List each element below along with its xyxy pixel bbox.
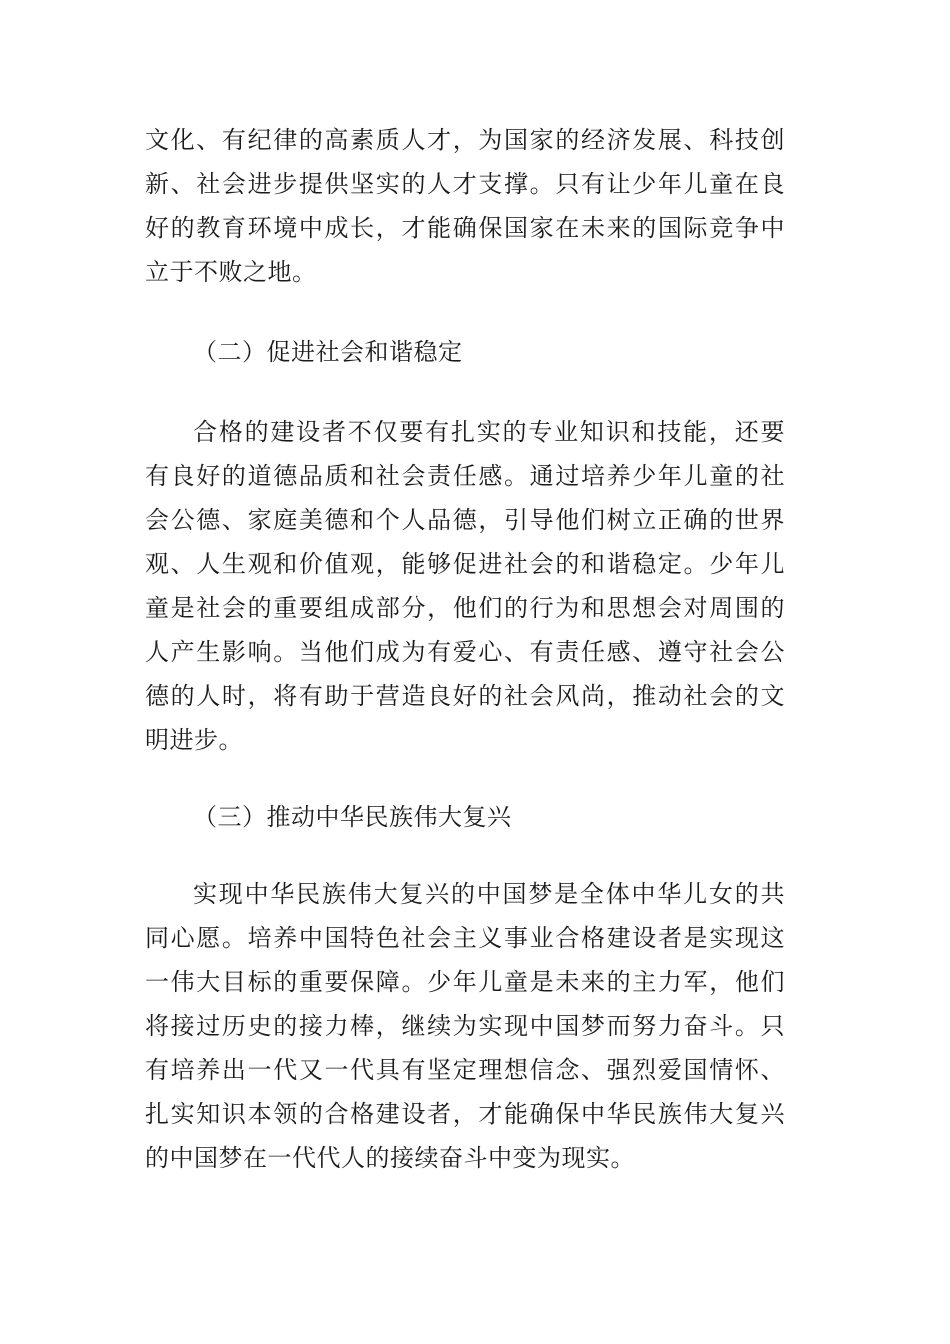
text-line: 扎实知识本领的合格建设者，才能确保中华民族伟大复兴	[145, 1100, 785, 1128]
text-line: 观、人生观和价值观，能够促进社会的和谐稳定。少年儿	[145, 550, 785, 578]
text-line: 童是社会的重要组成部分，他们的行为和思想会对周围的	[145, 594, 785, 622]
text-line: 有培养出一代又一代具有坚定理想信念、强烈爱国情怀、	[145, 1056, 785, 1084]
text-line: 有良好的道德品质和社会责任感。通过培养少年儿童的社	[145, 462, 785, 490]
text-line: 合格的建设者不仅要有扎实的专业知识和技能，还要	[193, 418, 785, 446]
text-line: 将接过历史的接力棒，继续为实现中国梦而努力奋斗。只	[145, 1012, 785, 1040]
text-line: 的中国梦在一代代人的接续奋斗中变为现实。	[145, 1144, 635, 1172]
text-line: 文化、有纪律的高素质人才，为国家的经济发展、科技创	[145, 126, 785, 154]
text-line: 实现中华民族伟大复兴的中国梦是全体中华儿女的共	[193, 880, 785, 908]
text-line: 一伟大目标的重要保障。少年儿童是未来的主力军，他们	[145, 968, 785, 996]
text-line: 明进步。	[145, 726, 243, 754]
section-heading-2: （二）促进社会和谐稳定	[193, 338, 463, 366]
section-heading-3: （三）推动中华民族伟大复兴	[193, 803, 512, 831]
text-line: 好的教育环境中成长，才能确保国家在未来的国际竞争中	[145, 214, 785, 242]
text-line: 德的人时，将有助于营造良好的社会风尚，推动社会的文	[145, 682, 785, 710]
text-line: 同心愿。培养中国特色社会主义事业合格建设者是实现这	[145, 924, 785, 952]
text-line: 新、社会进步提供坚实的人才支撑。只有让少年儿童在良	[145, 170, 785, 198]
text-line: 会公德、家庭美德和个人品德，引导他们树立正确的世界	[145, 506, 785, 534]
text-line: 立于不败之地。	[145, 258, 317, 286]
text-line: 人产生影响。当他们成为有爱心、有责任感、遵守社会公	[145, 638, 785, 666]
